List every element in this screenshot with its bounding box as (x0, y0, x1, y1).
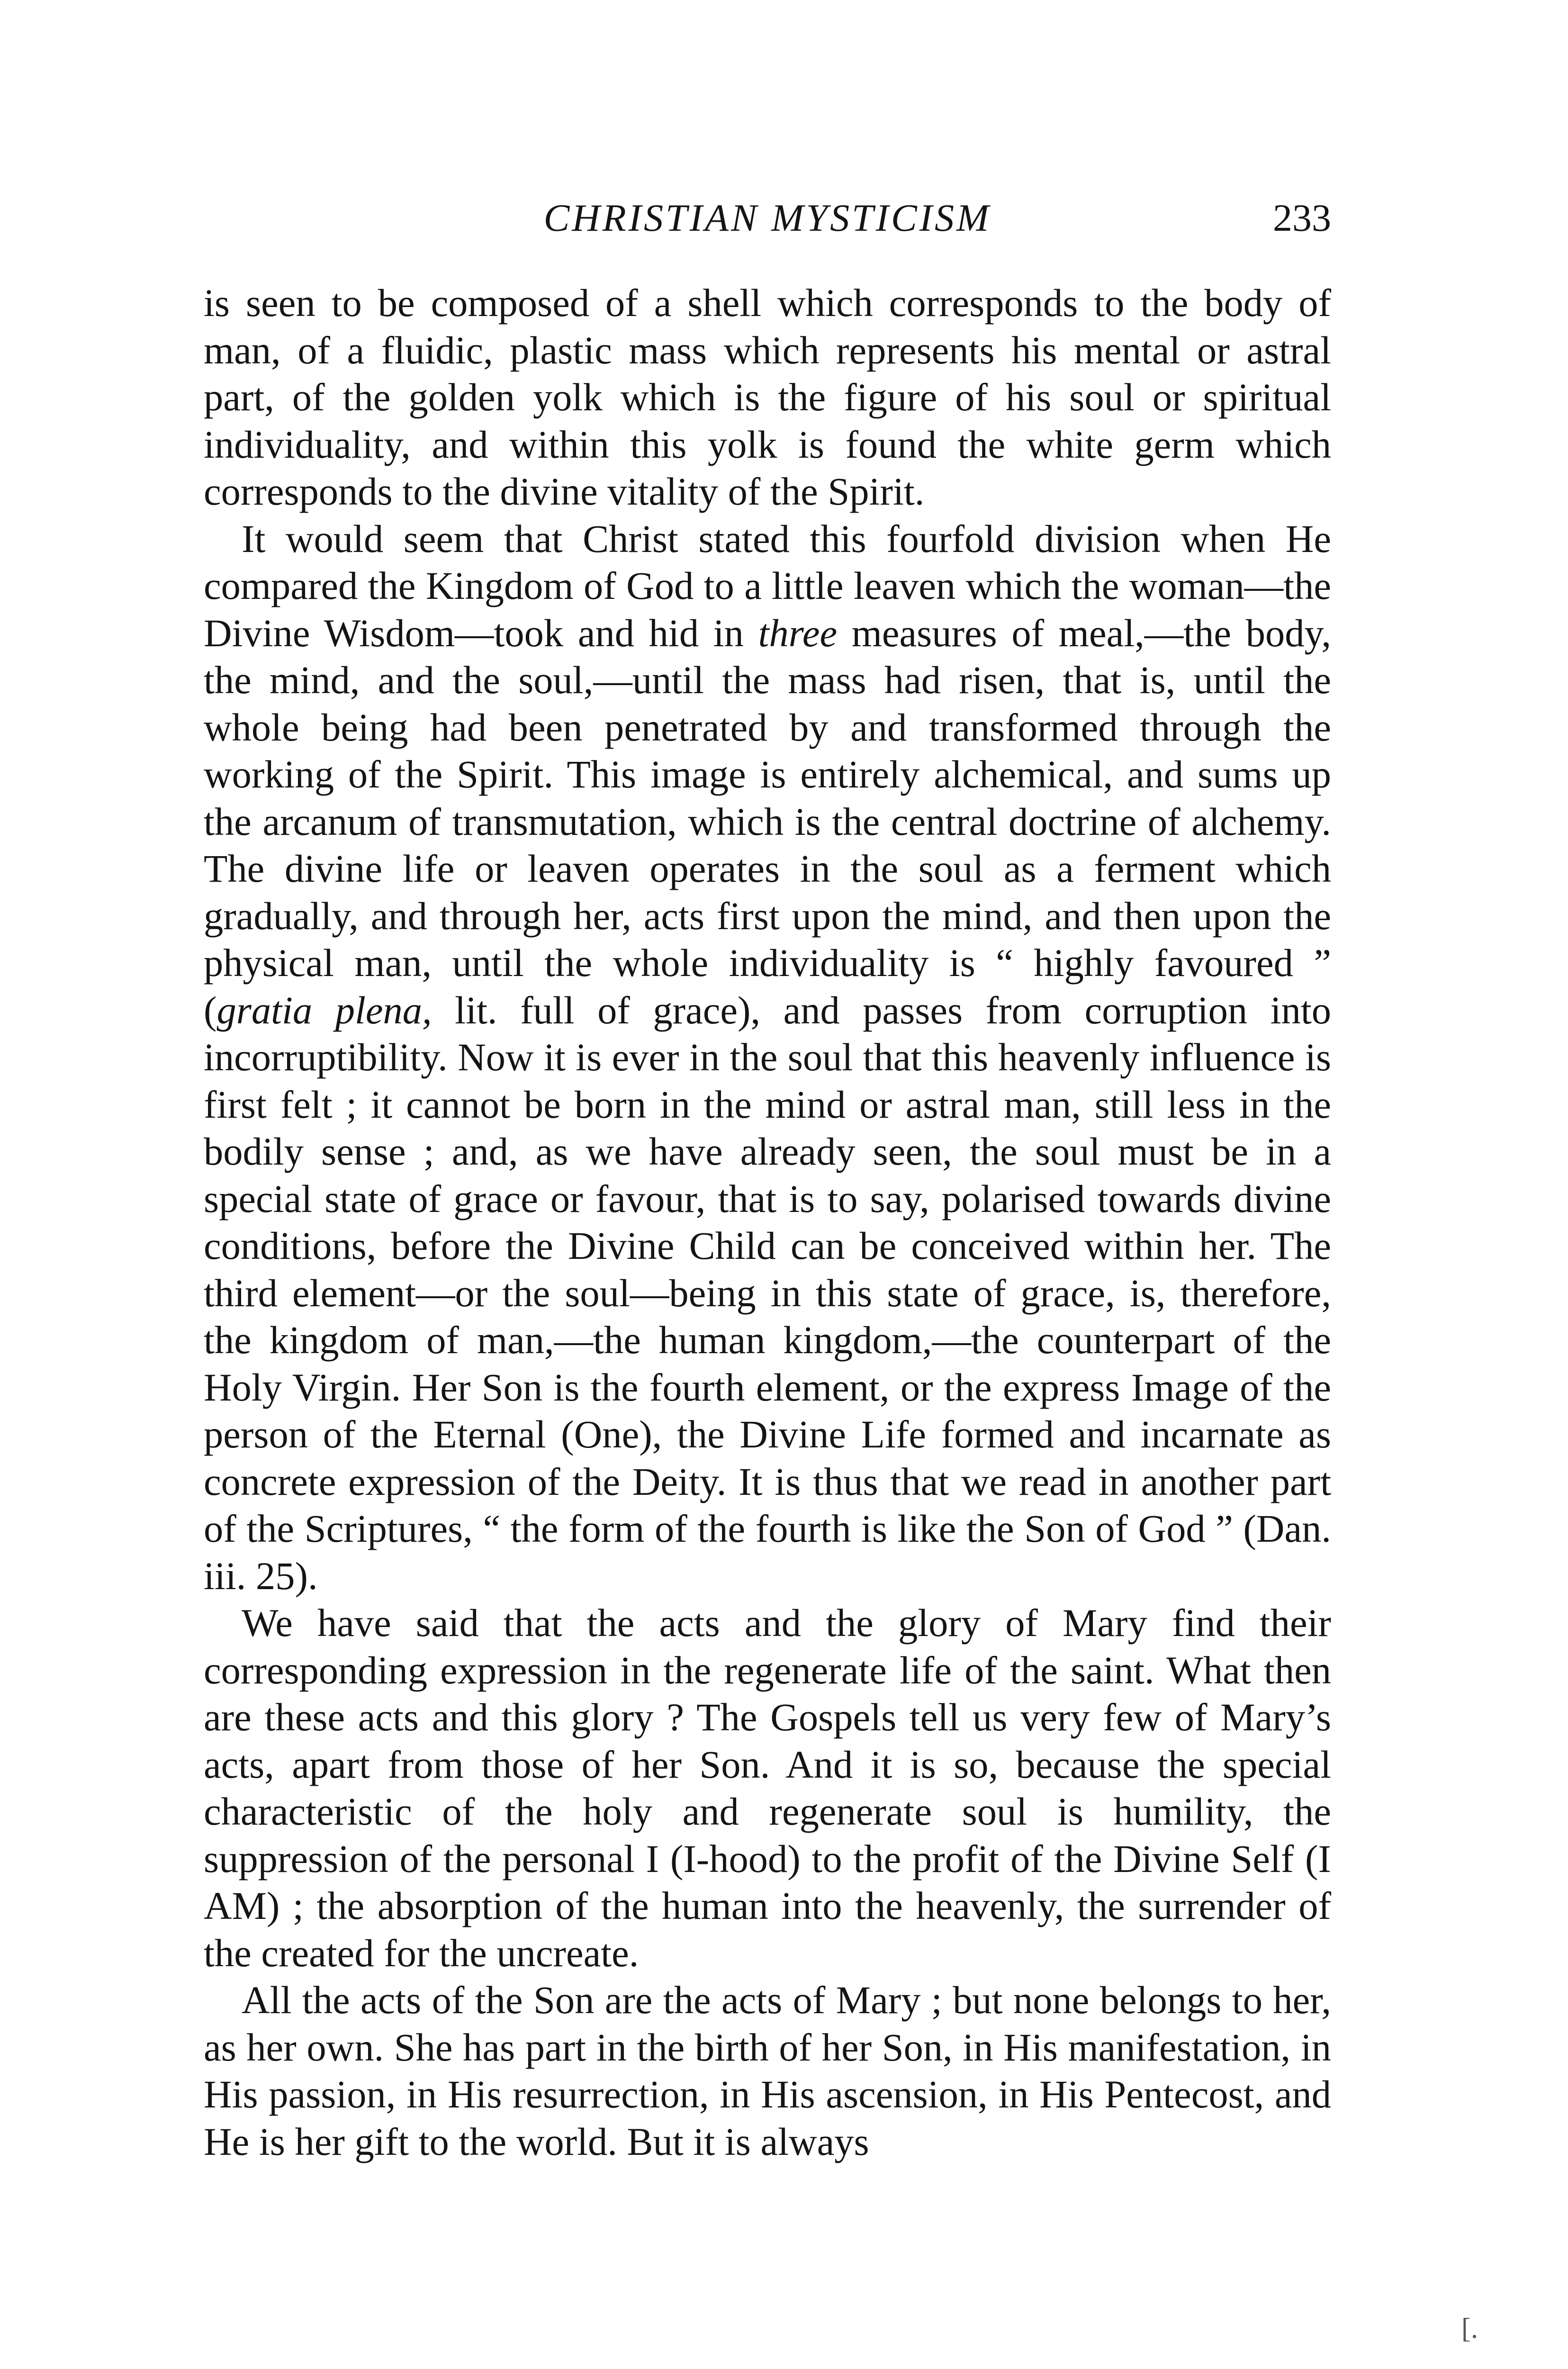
paragraph-4: All the acts of the Son are the acts of Mary ; but none belongs to her, as her own. She has part in the birth of her Son, in His manifestation, in His passion, in His resurrection, in His ascension, in His Pentecost, and He is her gift to the world. But it is always (204, 1978, 1331, 2163)
page-number: 233 (1273, 196, 1331, 239)
paragraph-2-italic-three: three (758, 611, 838, 655)
paragraph-2-part-2: measures of meal,—the body, the mind, and the soul,—until the mass had risen, that is, until the whole being had been penetrated by and transformed through the working of the Spirit. This image is entirely alchemical, and sums up the arcanum of transmutation, which is the central doctrine of alchemy. The divine life or leaven operates in the soul as a ferment which gradually, and through her, acts first upon the mind, and then upon the physical man, until the whole individuality is “ highly favoured ” ( (204, 611, 1331, 1032)
running-title: CHRISTIAN MYSTICISM (543, 196, 991, 239)
body-text (204, 280, 1331, 2165)
paragraph-2-italic-gratia-plena: gratia plena, (216, 988, 432, 1032)
paragraph-2-part-1: It would seem that Christ stated this fourfold division when He compared the Kingdom of God to a little leaven which the woman—the Divine Wisdom—took and hid in (204, 516, 1331, 655)
paragraph-2 (204, 515, 1331, 1600)
paragraph-2-part-3: lit. full of grace), and passes from corruption into incorruptibility. Now it is ever in the soul that this heavenly influence is first felt ; it cannot be born in the mind or astral man, still less in the bodily sense ; and, as we have already seen, the soul must be in a special state of grace or favour, that is to say, polarised towards divine conditions, before the Divine Child can be conceived within her. The third element—or the soul—being in this state of grace, is, therefore, the kingdom of man,—the human kingdom,—the counterpart of the Holy Virgin. Her Son is the fourth element, or the express Image of the person of the Eternal (One), the Divine Life formed and incarnate as concrete expression of the Deity. It is thus that we read in another part of the Scriptures, “ the form of the fourth is like the Son of God ” (Dan. iii. 25). (204, 988, 1331, 1598)
margin-mark: [. (1461, 2313, 1478, 2344)
paragraph-3: We have said that the acts and the glory of Mary find their corresponding expression in the regenerate life of the saint. What then are these acts and this glory ? The Gospels tell us very few of Mary’s acts, apart from those of her Son. And it is so, because the special characteristic of the holy and regenerate soul is humility, the suppression of the personal I (I-hood) to the profit of the Divine Self (I AM) ; the absorption of the human into the heavenly, the surrender of the created for the uncreate. (204, 1601, 1331, 1975)
page-header (204, 192, 1331, 244)
paragraph-1: is seen to be composed of a shell which corresponds to the body of man, of a fluidic, plastic mass which represents his mental or astral part, of the golden yolk which is the figure of his soul or spiritual individuality, and within this yolk is found the white germ which corresponds to the divine vitality of the Spirit. (204, 281, 1331, 513)
